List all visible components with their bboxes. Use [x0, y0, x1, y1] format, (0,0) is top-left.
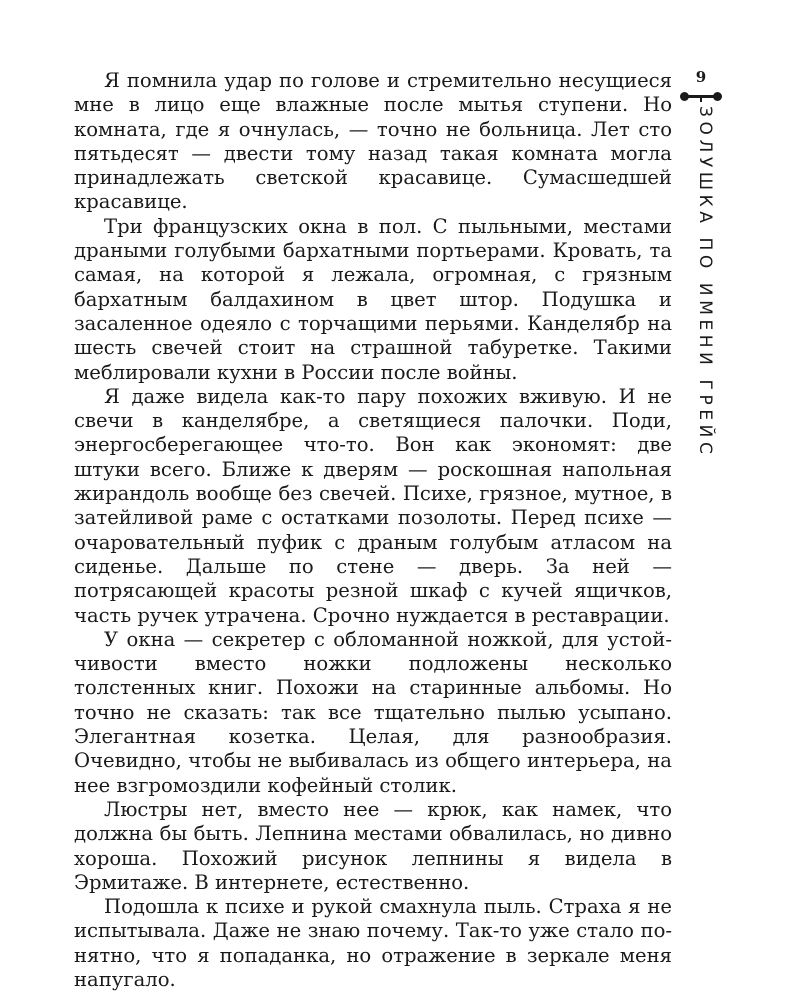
runner-tick — [700, 98, 702, 102]
paragraph-1: Я помнила удар по голове и стремительно несущиеся мне в лицо еще влажные после мытья ступени. Но комната, где я очнулась, — точно не больница. Лет сто пятьдесят — двести тому назад такая комната могла принадлежать светской красавице. Сумасшедшей красавице. — [74, 69, 672, 214]
paragraph-4: У окна — секретер с обломанной ножкой, для устойчивости вместо ножки подложены несколько толстенных книг. Похожи на старинные альбомы. Но точно не сказать: так все тщательно пылью усыпано. Элегантная козетка. Целая, для разнообразия. Очевидно, чтобы не выбивалась из общего интерьера, на нее взгромоздили кофейный столик. — [74, 627, 672, 797]
runner-dot-left — [680, 92, 689, 101]
paragraph-6: Подошла к психе и рукой смахнула пыль. Страха я не испытывала. Даже не знаю почему. Так-то уже стало понятно, что я попаданка, но отражение в зеркале меня напугало. — [74, 895, 672, 991]
paragraph-5: Люстры нет, вместо нее — крюк, как намек, что должна бы быть. Лепнина местами обвалилась, но дивно хороша. Похожий рисунок лепнины я видела в Эрмитаже. В интернете, естественно. — [74, 797, 672, 894]
paragraph-3: Я даже видела как-то пару похожих вживую. И не свечи в канделябре, а светящиеся палочки. Поди, энергосберегающее что-то. Вон как экономят: две штуки всего. Ближе к дверям — роскошная напольная жирандоль вообще без свечей. Психе, грязное, мутное, в затейливой раме с остатками позолоты. Перед психе — очаровательный пуфик с драным голубым атласом на сиденье. Дальше по стене — дверь. За ней — потрясающей красоты резной шкаф с кучей ящичков, часть ручек утрачена. Срочно нуждается в реставрации. — [74, 384, 672, 627]
paragraph-2: Три французских окна в пол. С пыльными, местами драными голубыми бархатными портьерами. Кровать, та самая, на которой я лежала, огромная, с грязным бархатным балдахином в цвет штор. Подушка и засаленное одеяло с торчащими перьями. Канделябр на шесть свечей стоит на страшной табуретке. Такими меблировали кухни в России после войны. — [74, 214, 672, 384]
page-runner — [684, 68, 718, 459]
page-body-text — [74, 69, 672, 992]
page-number: 9 — [695, 68, 707, 86]
running-title: ЗОЛУШКА ПО ИМЕНИ ГРЕЙС — [695, 106, 715, 459]
runner-dot-right — [713, 92, 722, 101]
